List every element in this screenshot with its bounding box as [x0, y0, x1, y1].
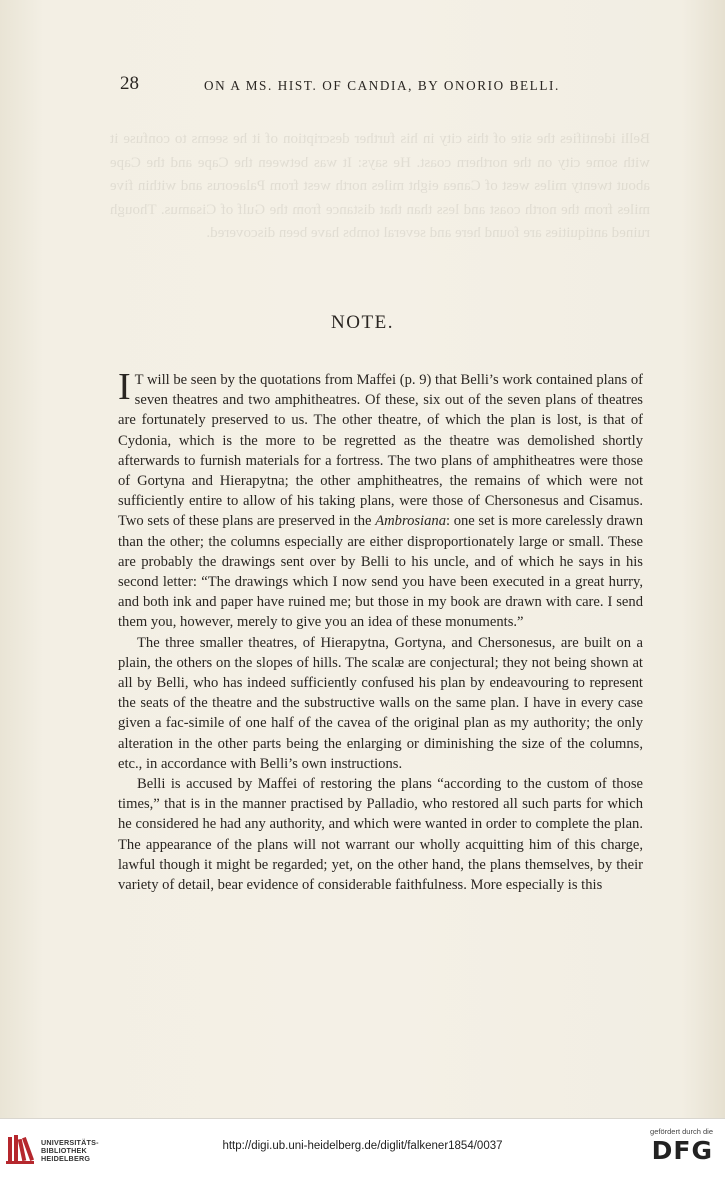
running-head-title: ON A MS. HIST. OF CANDIA, BY ONORIO BELLI.	[204, 78, 560, 93]
paragraph-1-continuation: : one set is more carelessly drawn than the other; the columns especially are either disproportionately large or small. These are probably the drawings sent over by Belli to his uncle, and of which he says in his second letter: “The drawings which I now send you have been executed in a great hurry, and both ink and paper have ruined me; but those in my book are drawn with care. I send them you, however, merely to give you an idea of these monuments.”	[118, 513, 643, 631]
library-name-line: HEIDELBERG	[41, 1154, 91, 1163]
body-text	[118, 366, 643, 895]
funder-label: gefördert durch die	[650, 1127, 713, 1136]
paragraph-3: Belli is accused by Maffei of restoring the plans “according to the custom of those times,” that is in the manner practised by Palladio, who restored all such parts for which he considered he had any authority, and which were wanted in order to complete the plan. The appearance of the plans will not warrant our wholly acquitting him of this charge, lawful though it might be regarded; yet, on the other hand, the plans themselves, by their variety of detail, bear evidence of considerable faithfulness. More especially is this	[118, 776, 643, 894]
section-title: NOTE.	[331, 312, 394, 333]
page-number: 28	[120, 73, 139, 94]
paragraph-1-text: T will be seen by the quotations from Maffei (p. 9) that Belli’s work contained plans of seven theatres and two amphitheatres. Of these, six out of the seven plans of theatres are fortunately preserved to us. The other theatre, of which the plan is lost, is that of Cydonia, which is the more to be regretted as the theatre was demolished shortly afterwards to furnish materials for a fortress. The two plans of amphitheatres were those of Gortyna and Hierapytna; the other amphitheatres, the remains of which were not sufficiently entire to allow of his taking plans, were those of Chersonesus and Cisamus. Two sets of these plans are preserved in the	[118, 372, 643, 530]
drop-cap: I	[118, 366, 131, 408]
viewer-footer	[0, 1118, 725, 1177]
dfg-logo: DFG	[651, 1136, 713, 1165]
source-url-link[interactable]: http://digi.ub.uni-heidelberg.de/diglit/falkener1854/0037	[222, 1140, 503, 1152]
paragraph-2: The three smaller theatres, of Hierapytna, Gortyna, and Chersonesus, are built on a plain, the others on the slopes of hills. The scalæ are conjectural; they not being shown at all by Belli, who has indeed sufficiently confused his plan by endeavouring to represent the seats of the theatre and the substructive walls on the same plan. I have in every case given a fac-simile of one half of the cavea of the original plan as my authority; the only alteration in the other parts being the enlarging or diminishing the size of the columns, etc., in accordance with Belli’s own instructions.	[118, 634, 643, 772]
library-name-line: UNIVERSITÄTS-	[41, 1138, 99, 1147]
bleed-through-text: Belli identifies the site of this city in his further description of it he seems to confuse it with some city on the northern coast. He says: It was between the Cape and the Cape about twenty miles west of Canea eight miles north west from Palaeorus and within five miles from the north coast and less than that distance from the Gulf of Cisamus. Though ruined antiquities are found here and several tombs have been discovered.	[110, 131, 650, 241]
paragraph-1	[118, 366, 643, 633]
library-name-line: BIBLIOTHEK	[41, 1146, 87, 1155]
emphasis-ambrosiana: Ambrosiana	[375, 513, 446, 530]
funder-logo-link[interactable]	[650, 1127, 713, 1164]
running-header	[120, 73, 645, 99]
